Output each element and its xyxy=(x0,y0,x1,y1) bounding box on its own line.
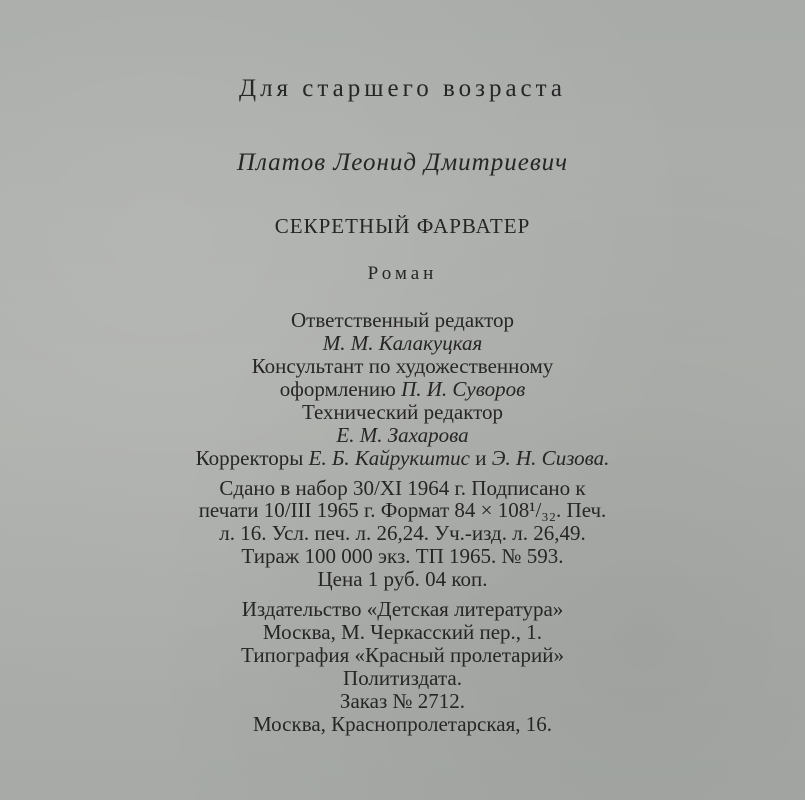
author-name: Платов Леонид Дмитриевич xyxy=(236,149,569,176)
proofreaders-line xyxy=(0,448,805,469)
print-info-line-3: л. 16. Усл. печ. л. 26,24. Уч.-изд. л. 26,49. xyxy=(219,521,586,545)
audience-label: Для старшего возраста xyxy=(239,75,566,102)
print-info-line-1: Сдано в набор 30/XI 1964 г. Подписано к xyxy=(219,476,586,500)
order-line: Заказ № 2712. xyxy=(339,689,466,713)
consultant-label-1: Консультант по художественному xyxy=(251,354,554,378)
publisher-line-1: Издательство «Детская литература» xyxy=(241,597,564,621)
tech-editor-label: Технический редактор xyxy=(301,400,504,424)
editor-label: Ответственный редактор xyxy=(291,308,514,332)
publisher-line-3: Типография «Красный пролетарий» xyxy=(241,643,564,667)
proofreader-1: Е. Б. Кайрукштис xyxy=(308,446,471,470)
print-info-line-4: Тираж 100 000 экз. ТП 1965. № 593. xyxy=(241,544,564,568)
book-title: СЕКРЕТНЫЙ ФАРВАТЕР xyxy=(274,214,531,238)
tech-editor-name: Е. М. Захарова xyxy=(336,423,469,447)
proofreaders-and: и xyxy=(475,446,487,470)
publisher-line-2: Москва, М. Черкасский пер., 1. xyxy=(262,620,543,644)
print-info-line-2: печати 10/III 1965 г. Формат 84 × 108¹/₃₂. Печ. xyxy=(198,498,607,522)
genre-label: Роман xyxy=(367,263,438,284)
publisher-line-4: Политиздата. xyxy=(343,666,462,690)
consultant-name: П. И. Суворов xyxy=(401,377,526,401)
consultant-label-2: оформлению xyxy=(279,377,396,401)
price-line: Цена 1 руб. 04 коп. xyxy=(317,567,488,591)
editor-name: М. М. Калакуцкая xyxy=(322,331,483,355)
proofreaders-label: Корректоры xyxy=(195,446,304,470)
address-line: Москва, Краснопролетарская, 16. xyxy=(253,712,552,736)
proofreader-2: Э. Н. Сизова. xyxy=(491,446,610,470)
consultant-line xyxy=(0,379,805,400)
